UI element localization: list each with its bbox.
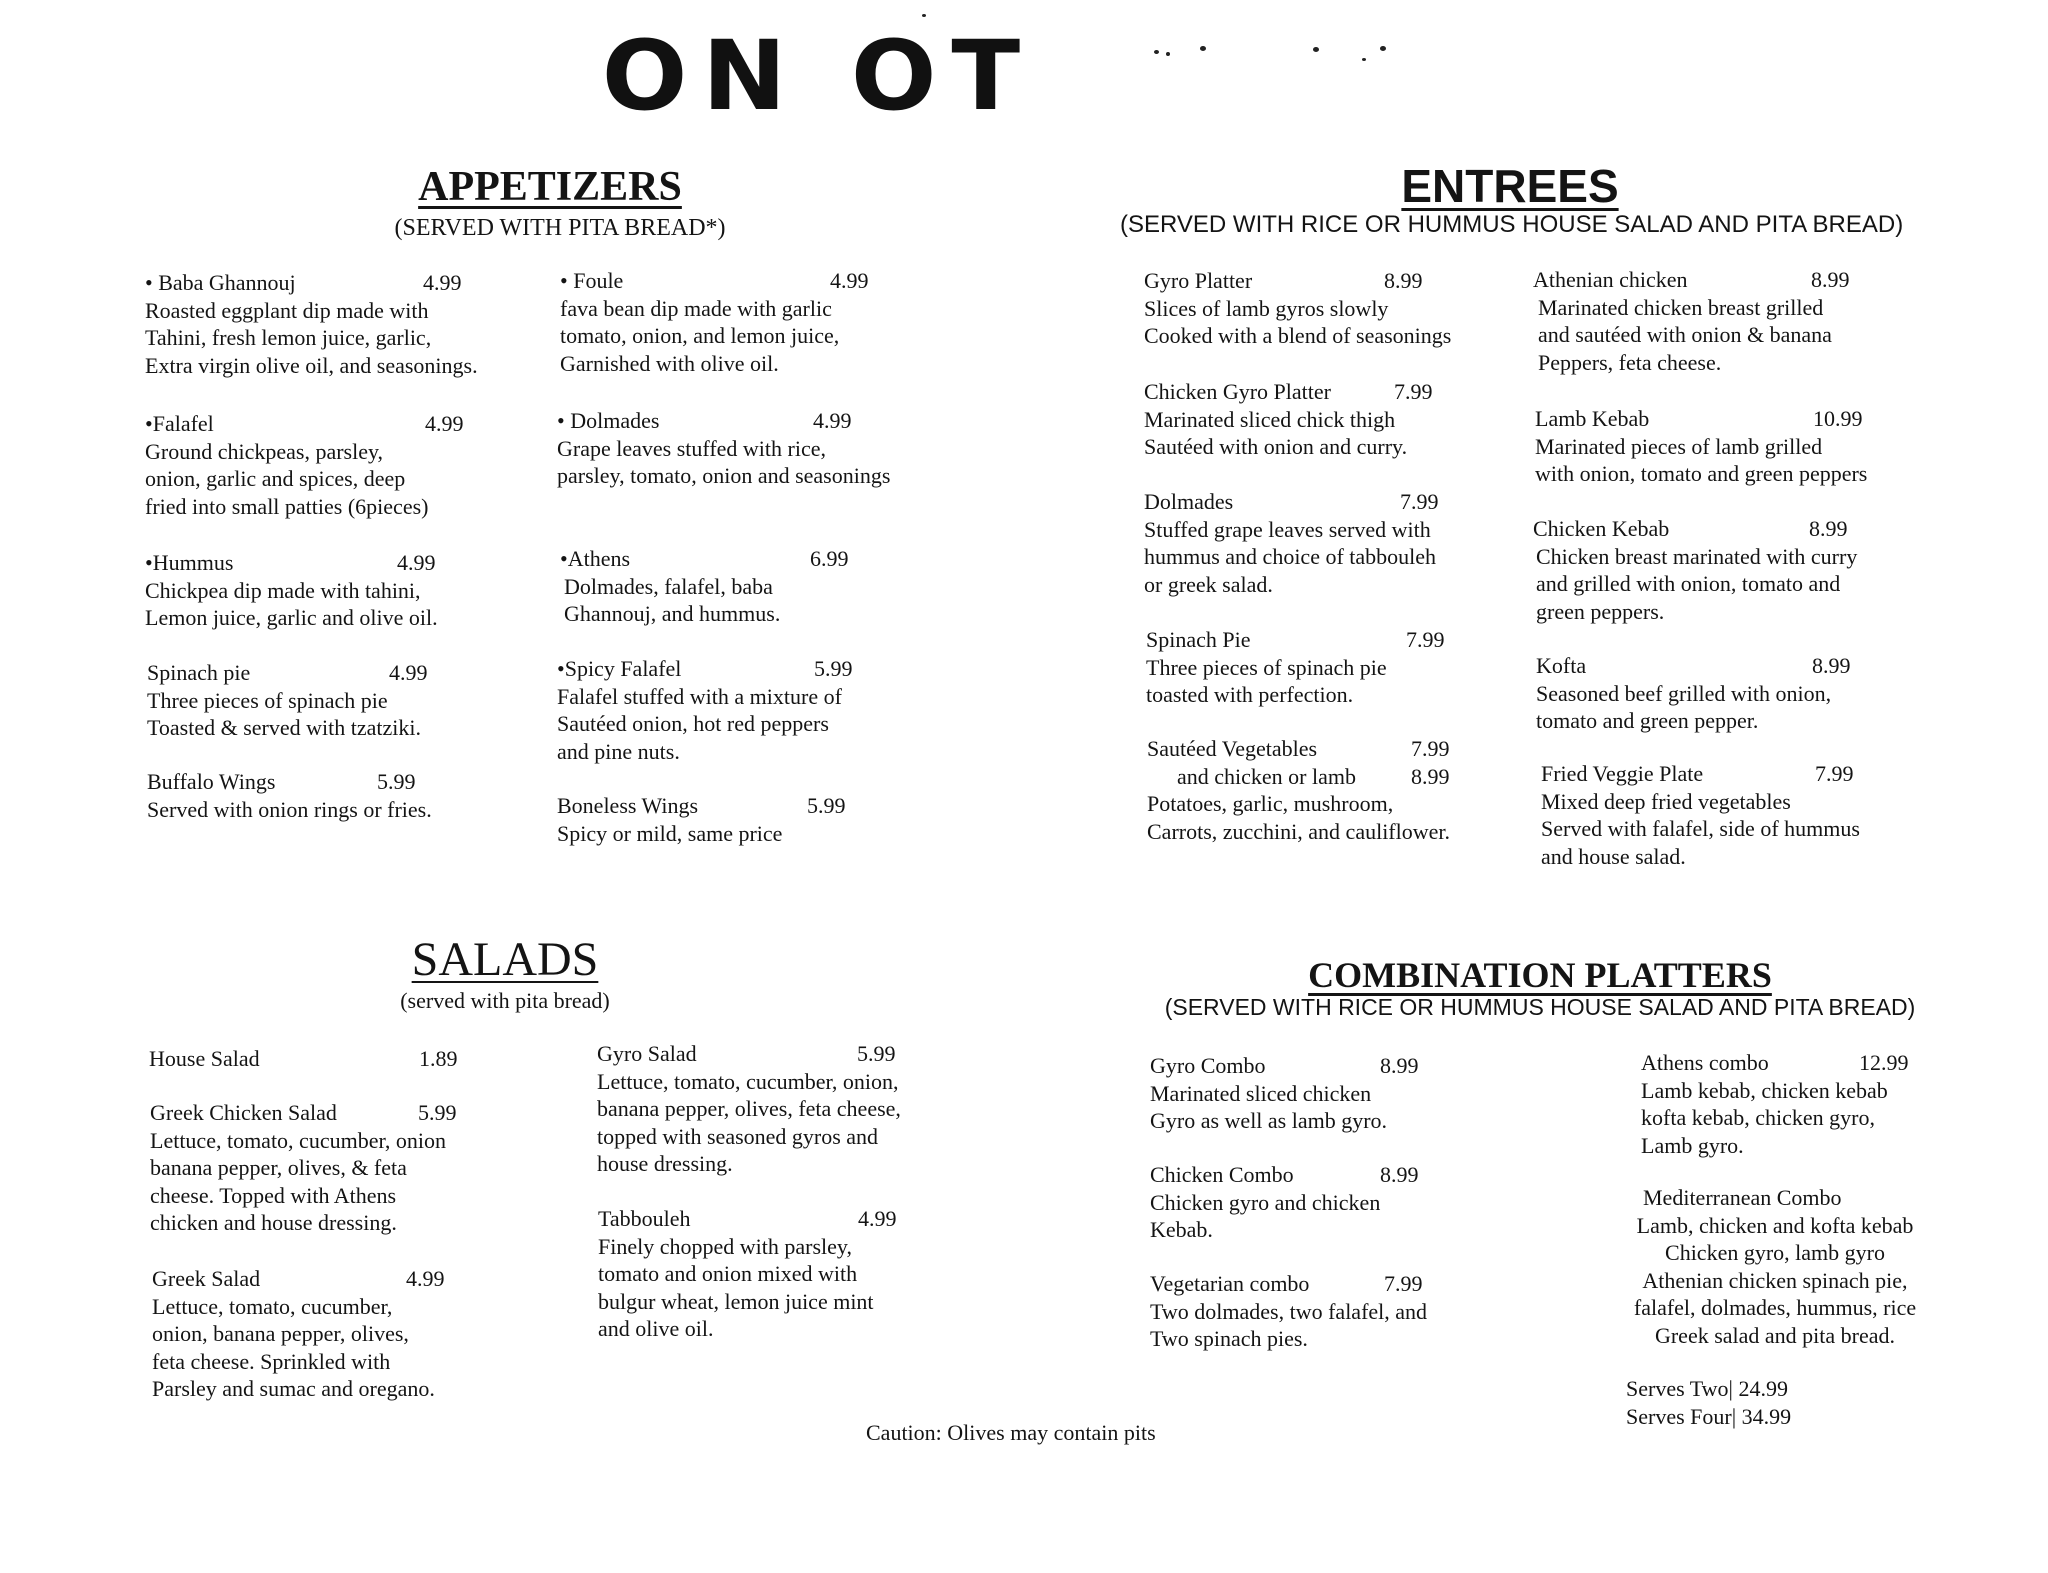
scan-speck (922, 14, 926, 17)
item-name: Kofta (1536, 653, 1587, 678)
item-description: Falafel stuffed with a mixture of (557, 683, 842, 709)
combos-title: COMBINATION PLATTERS (1308, 955, 1772, 995)
serves-pricing (1626, 1375, 1791, 1430)
item-price: 7.99 (1394, 379, 1433, 404)
item-name: Greek Chicken Salad (150, 1100, 337, 1125)
item-description: Dolmades, falafel, baba (564, 573, 773, 599)
item-price: 4.99 (397, 550, 436, 575)
item-description: Kebab. (1150, 1217, 1213, 1242)
item-name: Athenian chicken (1533, 267, 1688, 292)
item-description: Chickpea dip made with tahini, (145, 577, 421, 603)
serves-two-price: Serves Two| 24.99 (1626, 1376, 1788, 1401)
item-price: 4.99 (389, 660, 428, 685)
item-description: house dressing. (597, 1151, 733, 1176)
item-description: with onion, tomato and green peppers (1535, 461, 1868, 486)
item-description: Spicy or mild, same price (557, 820, 783, 846)
menu-item (145, 410, 464, 520)
item-description: tomato and green pepper. (1536, 708, 1759, 733)
item-description: feta cheese. Sprinkled with (152, 1348, 391, 1374)
item-description: Peppers, feta cheese. (1538, 349, 1722, 375)
scan-speck (1313, 47, 1319, 52)
serves-four-price: Serves Four| 34.99 (1626, 1403, 1792, 1429)
menu-item (1147, 735, 1450, 845)
menu-item (1146, 626, 1445, 709)
item-description: Cooked with a blend of seasonings (1144, 323, 1452, 348)
item-description: topped with seasoned gyros and (597, 1123, 879, 1149)
item-name: Boneless Wings (557, 793, 699, 818)
menu-item (560, 545, 849, 628)
item-description: Slices of lamb gyros slowly (1144, 295, 1389, 321)
item-description: Chicken gyro, lamb gyro (1665, 1240, 1885, 1265)
item-price: 6.99 (810, 546, 849, 571)
item-description: cheese. Topped with Athens (150, 1182, 397, 1208)
item-price: 7.99 (1815, 761, 1854, 786)
item-description: banana pepper, olives, & feta (150, 1155, 407, 1180)
menu-item (1144, 267, 1451, 350)
menu-item (560, 267, 869, 377)
entrees-title: ENTREES (1401, 160, 1619, 212)
item-name: Chicken Combo (1150, 1162, 1294, 1187)
item-name: Buffalo Wings (147, 769, 276, 794)
item-price: 8.99 (1811, 267, 1850, 292)
item-price: 1.89 (419, 1046, 458, 1071)
item-description: Gyro as well as lamb gyro. (1150, 1108, 1388, 1133)
item-name: Spinach pie (147, 660, 251, 685)
item-description: onion, banana pepper, olives, (152, 1321, 409, 1346)
item-name: Sautéed Vegetables (1147, 736, 1318, 761)
item-name: Vegetarian combo (1150, 1271, 1310, 1296)
item-description: fava bean dip made with garlic (560, 295, 832, 321)
item-description: tomato and onion mixed with (598, 1261, 858, 1286)
item-description: chicken and house dressing. (150, 1210, 397, 1235)
scan-speck (1362, 58, 1366, 61)
scan-speck (1380, 46, 1386, 51)
item-description: Marinated chicken breast grilled (1538, 294, 1824, 320)
item-description: and house salad. (1541, 843, 1686, 869)
item-price: 8.99 (1380, 1162, 1419, 1187)
menu-item (1150, 1270, 1427, 1353)
item-description: Sautéed with onion and curry. (1144, 434, 1408, 459)
item-description: Ground chickpeas, parsley, (145, 438, 384, 464)
item-description: green peppers. (1536, 598, 1665, 624)
scan-speck (1200, 46, 1206, 51)
item-name: House Salad (149, 1046, 260, 1071)
item-description: Garnished with olive oil. (560, 350, 779, 376)
item-description: or greek salad. (1144, 571, 1273, 597)
item-name: Gyro Combo (1150, 1053, 1266, 1078)
item-description: Chicken breast marinated with curry (1536, 543, 1858, 569)
item-price: 8.99 (1812, 653, 1851, 678)
item-name: Gyro Platter (1144, 268, 1253, 293)
item-description: Three pieces of spinach pie (147, 687, 388, 713)
item-price: 4.99 (830, 268, 869, 293)
item-description: Marinated pieces of lamb grilled (1535, 433, 1823, 459)
item-description: onion, garlic and spices, deep (145, 466, 406, 491)
item-price: 4.99 (425, 411, 464, 436)
item-name: Lamb Kebab (1535, 406, 1650, 431)
item-description: fried into small patties (6pieces) (145, 493, 429, 519)
item-name: • Dolmades (557, 408, 660, 433)
item-description: and grilled with onion, tomato and (1536, 571, 1841, 596)
item-name: • Baba Ghannouj (145, 270, 296, 295)
menu-item (1535, 405, 1867, 488)
menu-item (147, 659, 428, 742)
menu-item (145, 269, 478, 379)
item-description: Lamb kebab, chicken kebab (1641, 1077, 1888, 1103)
menu-item (1144, 378, 1433, 461)
item-description: Served with onion rings or fries. (147, 796, 432, 822)
menu-item (1150, 1161, 1419, 1244)
menu-item (597, 1040, 901, 1178)
menu-item (147, 768, 432, 823)
item-name: Dolmades (1144, 489, 1234, 514)
menu-item (152, 1265, 445, 1403)
item-name: •Athens (560, 546, 631, 571)
item-price: 7.99 (1384, 1271, 1423, 1296)
item-description: toasted with perfection. (1146, 682, 1354, 707)
menu-item (1533, 266, 1850, 376)
item-name: Greek Salad (152, 1266, 261, 1291)
item-name: Chicken Gyro Platter (1144, 379, 1331, 404)
caution-note: Caution: Olives may contain pits (866, 1420, 1156, 1445)
item-name: Mediterranean Combo (1643, 1185, 1842, 1210)
item-description: Lamb, chicken and kofta kebab (1636, 1212, 1914, 1238)
combos-subtitle: (SERVED WITH RICE OR HUMMUS HOUSE SALAD AND PITA BREAD) (1164, 994, 1916, 1020)
item-price: 4.99 (423, 270, 462, 295)
item-variant-name: and chicken or lamb (1177, 763, 1356, 789)
item-description: parsley, tomato, onion and seasonings (557, 463, 891, 488)
item-description: Extra virgin olive oil, and seasonings. (145, 352, 478, 378)
item-name: Spinach Pie (1146, 627, 1251, 652)
item-name: Chicken Kebab (1533, 516, 1670, 541)
item-description: Sautéed onion, hot red peppers (557, 711, 829, 736)
item-price: 8.99 (1380, 1053, 1419, 1078)
item-price: 4.99 (813, 408, 852, 433)
item-variant-price: 8.99 (1411, 763, 1450, 789)
menu-item (1533, 515, 1857, 625)
item-description: and sautéed with onion & banana (1538, 322, 1832, 347)
item-description: Lettuce, tomato, cucumber, onion (150, 1127, 447, 1153)
menu-item (145, 549, 438, 632)
menu-item (1144, 488, 1439, 598)
item-description: Parsley and sumac and oregano. (152, 1376, 435, 1401)
item-description: Roasted eggplant dip made with (145, 297, 429, 323)
item-price: 5.99 (807, 793, 846, 818)
item-price: 8.99 (1384, 268, 1423, 293)
item-description: Marinated sliced chick thigh (1144, 406, 1396, 432)
item-description: Three pieces of spinach pie (1146, 654, 1387, 680)
item-description: bulgur wheat, lemon juice mint (598, 1288, 874, 1314)
menu-item (1641, 1049, 1909, 1159)
item-price: 7.99 (1400, 489, 1439, 514)
item-description: Served with falafel, side of hummus (1541, 816, 1860, 841)
menu-item (1610, 1184, 1940, 1349)
item-price: 10.99 (1813, 406, 1863, 431)
item-description: Tahini, fresh lemon juice, garlic, (145, 325, 432, 350)
item-description: Potatoes, garlic, mushroom, (1147, 791, 1394, 816)
item-description: Seasoned beef grilled with onion, (1536, 680, 1832, 706)
menu-item (1536, 652, 1851, 735)
item-description: Lettuce, tomato, cucumber, (152, 1293, 393, 1319)
menu-item (557, 407, 890, 490)
salads-title: SALADS (411, 933, 599, 986)
scan-speck (1166, 52, 1170, 56)
item-description: Grape leaves stuffed with rice, (557, 435, 826, 461)
item-price: 12.99 (1859, 1050, 1909, 1075)
item-description: tomato, onion, and lemon juice, (560, 323, 840, 348)
menu-item (557, 655, 853, 765)
entrees-subtitle: (SERVED WITH RICE OR HUMMUS HOUSE SALAD AND PITA BREAD) (1120, 211, 1904, 238)
item-description: Carrots, zucchini, and cauliflower. (1147, 818, 1451, 844)
item-description: falafel, dolmades, hummus, rice (1633, 1295, 1917, 1320)
item-description: Ghannouj, and hummus. (564, 601, 781, 626)
item-price: 7.99 (1406, 627, 1445, 652)
item-description: Athenian chicken spinach pie, (1642, 1267, 1908, 1293)
item-description: Two spinach pies. (1150, 1326, 1308, 1351)
item-description: kofta kebab, chicken gyro, (1641, 1105, 1875, 1130)
item-price: 5.99 (814, 656, 853, 681)
item-price: 7.99 (1411, 736, 1450, 761)
salads-subtitle: (served with pita bread) (400, 988, 610, 1013)
item-description: and olive oil. (598, 1316, 714, 1341)
item-description: Mixed deep fried vegetables (1541, 788, 1791, 814)
menu-item (557, 792, 846, 847)
item-name: •Hummus (145, 550, 234, 575)
item-description: Toasted & served with tzatziki. (147, 715, 421, 740)
item-description: banana pepper, olives, feta cheese, (597, 1096, 901, 1121)
handwritten-note: ON OT (601, 20, 1035, 132)
item-name: Athens combo (1641, 1050, 1769, 1075)
item-description: Lettuce, tomato, cucumber, onion, (597, 1068, 899, 1094)
item-price: 5.99 (418, 1100, 457, 1125)
item-description: Marinated sliced chicken (1150, 1080, 1372, 1106)
menu-item (1541, 760, 1860, 870)
item-price: 8.99 (1809, 516, 1848, 541)
item-description: Lamb gyro. (1641, 1132, 1744, 1158)
scan-speck (1154, 50, 1159, 54)
item-price: 5.99 (857, 1041, 896, 1066)
item-price: 4.99 (858, 1206, 897, 1231)
item-description: Lemon juice, garlic and olive oil. (145, 605, 438, 630)
item-description: and pine nuts. (557, 738, 680, 764)
menu-item (598, 1205, 897, 1343)
appetizers-subtitle: (SERVED WITH PITA BREAD*) (394, 215, 726, 241)
item-description: Two dolmades, two falafel, and (1150, 1298, 1428, 1324)
item-description: hummus and choice of tabbouleh (1144, 544, 1437, 569)
item-description: Stuffed grape leaves served with (1144, 516, 1431, 542)
item-name: • Foule (560, 268, 624, 293)
menu-item (1150, 1052, 1419, 1135)
item-name: Tabbouleh (598, 1206, 691, 1231)
menu-item (150, 1099, 457, 1237)
item-name: Gyro Salad (597, 1041, 697, 1066)
item-description: Finely chopped with parsley, (598, 1233, 852, 1259)
item-name: •Spicy Falafel (557, 656, 682, 681)
item-name: Fried Veggie Plate (1541, 761, 1704, 786)
appetizers-title: APPETIZERS (418, 164, 682, 210)
item-name: •Falafel (145, 411, 214, 436)
item-description: Chicken gyro and chicken (1150, 1189, 1381, 1215)
item-price: 4.99 (406, 1266, 445, 1291)
item-price: 5.99 (377, 769, 416, 794)
item-description: Greek salad and pita bread. (1654, 1322, 1896, 1348)
